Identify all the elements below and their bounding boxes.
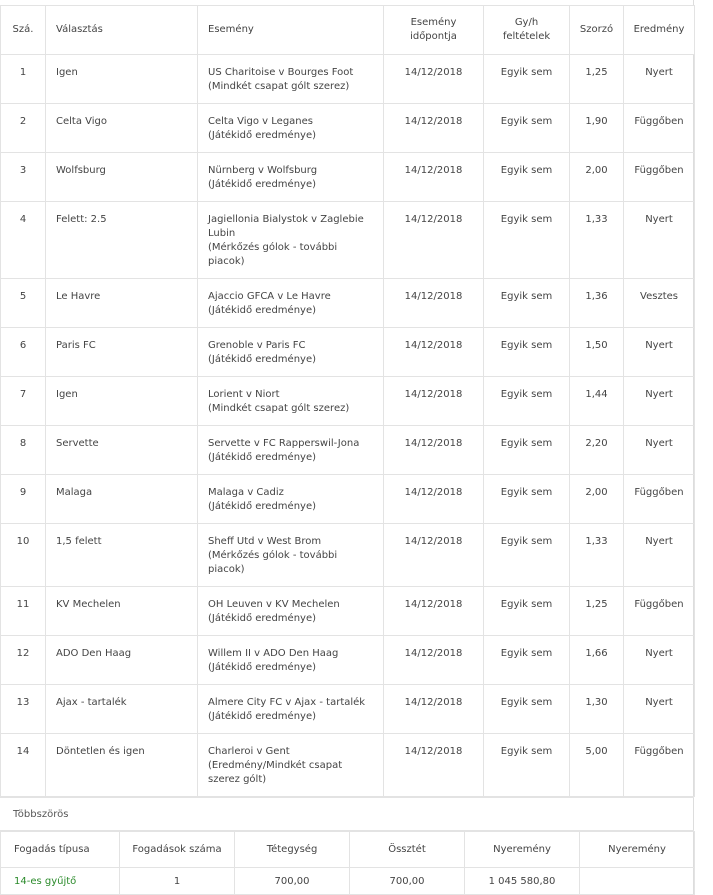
event-name: Charleroi v Gent bbox=[208, 746, 290, 757]
row-result: Nyert bbox=[624, 377, 695, 426]
multiples-header-row bbox=[1, 832, 695, 868]
event-market: (Játékidő eredménye) bbox=[208, 130, 317, 141]
row-result: Nyert bbox=[624, 426, 695, 475]
event-market: (Mindkét csapat gólt szerez) bbox=[208, 81, 350, 92]
returns-cell: 1 045 580,80 bbox=[465, 868, 580, 895]
row-event bbox=[198, 153, 384, 202]
table-header-row bbox=[1, 6, 695, 55]
header-handicap-line2: feltételek bbox=[502, 31, 551, 42]
row-selection: Celta Vigo bbox=[46, 104, 198, 153]
row-event bbox=[198, 475, 384, 524]
row-odds: 1,33 bbox=[570, 524, 624, 587]
row-selection: Ajax - tartalék bbox=[46, 685, 198, 734]
header-number: Szá. bbox=[1, 6, 46, 55]
row-handicap: Egyik sem bbox=[484, 55, 570, 104]
bet-type-cell bbox=[1, 868, 120, 895]
row-number: 12 bbox=[1, 636, 46, 685]
row-selection: KV Mechelen bbox=[46, 587, 198, 636]
table-row bbox=[1, 475, 695, 524]
event-name: Celta Vigo v Leganes bbox=[208, 116, 314, 127]
multiples-section-title: Többszörös bbox=[0, 797, 694, 831]
event-market: (Játékidő eredménye) bbox=[208, 501, 317, 512]
bet-rows bbox=[1, 55, 695, 797]
row-result: Vesztes bbox=[624, 279, 695, 328]
row-event-date: 14/12/2018 bbox=[384, 524, 484, 587]
header-bet-count: Fogadások száma bbox=[120, 832, 235, 868]
bet-selections-table bbox=[0, 5, 695, 797]
row-odds: 1,50 bbox=[570, 328, 624, 377]
row-event bbox=[198, 685, 384, 734]
header-returns-2: Nyeremény bbox=[580, 832, 695, 868]
total-stake-cell: 700,00 bbox=[350, 868, 465, 895]
row-event-date: 14/12/2018 bbox=[384, 734, 484, 797]
row-odds: 1,30 bbox=[570, 685, 624, 734]
row-result: Függőben bbox=[624, 734, 695, 797]
event-market: (Mérkőzés gólok - további piacok) bbox=[208, 550, 338, 575]
row-result: Függőben bbox=[624, 104, 695, 153]
event-name: Nürnberg v Wolfsburg bbox=[208, 165, 318, 176]
row-event-date: 14/12/2018 bbox=[384, 202, 484, 279]
table-row bbox=[1, 524, 695, 587]
event-market: (Mindkét csapat gólt szerez) bbox=[208, 403, 350, 414]
row-number: 7 bbox=[1, 377, 46, 426]
row-selection: Malaga bbox=[46, 475, 198, 524]
row-handicap: Egyik sem bbox=[484, 587, 570, 636]
table-row bbox=[1, 153, 695, 202]
row-odds: 1,66 bbox=[570, 636, 624, 685]
header-unit-stake: Tétegység bbox=[235, 832, 350, 868]
row-event bbox=[198, 55, 384, 104]
table-row bbox=[1, 377, 695, 426]
row-event-date: 14/12/2018 bbox=[384, 153, 484, 202]
row-result: Nyert bbox=[624, 328, 695, 377]
row-event bbox=[198, 328, 384, 377]
header-bet-type: Fogadás típusa bbox=[1, 832, 120, 868]
row-event bbox=[198, 524, 384, 587]
row-number: 14 bbox=[1, 734, 46, 797]
row-event-date: 14/12/2018 bbox=[384, 426, 484, 475]
row-result: Nyert bbox=[624, 55, 695, 104]
returns-cell-2 bbox=[580, 868, 695, 895]
event-name: US Charitoise v Bourges Foot bbox=[208, 67, 354, 78]
event-name: Almere City FC v Ajax - tartalék bbox=[208, 697, 366, 708]
event-market: (Játékidő eredménye) bbox=[208, 613, 317, 624]
row-selection: Döntetlen és igen bbox=[46, 734, 198, 797]
row-result: Nyert bbox=[624, 524, 695, 587]
row-number: 5 bbox=[1, 279, 46, 328]
row-event-date: 14/12/2018 bbox=[384, 328, 484, 377]
multiples-row bbox=[1, 868, 695, 895]
row-odds: 1,90 bbox=[570, 104, 624, 153]
event-name: Sheff Utd v West Brom bbox=[208, 536, 322, 547]
row-handicap: Egyik sem bbox=[484, 426, 570, 475]
header-handicap bbox=[484, 6, 570, 55]
header-selection: Választás bbox=[46, 6, 198, 55]
event-name: Willem II v ADO Den Haag bbox=[208, 648, 339, 659]
header-total-stake: Össztét bbox=[350, 832, 465, 868]
event-market: (Játékidő eredménye) bbox=[208, 179, 317, 190]
row-number: 3 bbox=[1, 153, 46, 202]
row-handicap: Egyik sem bbox=[484, 328, 570, 377]
row-handicap: Egyik sem bbox=[484, 202, 570, 279]
row-odds: 1,44 bbox=[570, 377, 624, 426]
row-event-date: 14/12/2018 bbox=[384, 55, 484, 104]
row-selection: Igen bbox=[46, 377, 198, 426]
row-event bbox=[198, 734, 384, 797]
row-event-date: 14/12/2018 bbox=[384, 685, 484, 734]
event-name: Servette v FC Rapperswil-Jona bbox=[208, 438, 360, 449]
table-row bbox=[1, 55, 695, 104]
row-event bbox=[198, 587, 384, 636]
row-handicap: Egyik sem bbox=[484, 377, 570, 426]
row-number: 11 bbox=[1, 587, 46, 636]
row-number: 8 bbox=[1, 426, 46, 475]
header-event-time-line1: Esemény bbox=[410, 17, 457, 28]
row-odds: 1,33 bbox=[570, 202, 624, 279]
row-handicap: Egyik sem bbox=[484, 636, 570, 685]
row-selection: 1,5 felett bbox=[46, 524, 198, 587]
row-number: 1 bbox=[1, 55, 46, 104]
row-event-date: 14/12/2018 bbox=[384, 104, 484, 153]
event-market: (Játékidő eredménye) bbox=[208, 305, 317, 316]
row-event bbox=[198, 202, 384, 279]
row-selection: Igen bbox=[46, 55, 198, 104]
event-name: Ajaccio GFCA v Le Havre bbox=[208, 291, 331, 302]
event-market: (Eredmény/Mindkét csapat szerez gólt) bbox=[208, 760, 343, 785]
table-row bbox=[1, 685, 695, 734]
row-event bbox=[198, 279, 384, 328]
row-selection: Servette bbox=[46, 426, 198, 475]
row-number: 4 bbox=[1, 202, 46, 279]
table-row bbox=[1, 104, 695, 153]
row-selection: Le Havre bbox=[46, 279, 198, 328]
event-market: (Játékidő eredménye) bbox=[208, 354, 317, 365]
event-name: Grenoble v Paris FC bbox=[208, 340, 306, 351]
table-row bbox=[1, 636, 695, 685]
row-handicap: Egyik sem bbox=[484, 524, 570, 587]
event-market: (Játékidő eredménye) bbox=[208, 711, 317, 722]
event-market: (Mérkőzés gólok - további piacok) bbox=[208, 242, 338, 267]
row-result: Függőben bbox=[624, 475, 695, 524]
header-event-time bbox=[384, 6, 484, 55]
row-selection: ADO Den Haag bbox=[46, 636, 198, 685]
row-event bbox=[198, 377, 384, 426]
table-row bbox=[1, 202, 695, 279]
event-name: Jagiellonia Bialystok v Zaglebie Lubin bbox=[208, 214, 364, 239]
header-handicap-line1: Gy/h bbox=[514, 17, 539, 28]
header-event-time-line2: időpontja bbox=[410, 31, 457, 42]
row-event bbox=[198, 426, 384, 475]
row-event bbox=[198, 636, 384, 685]
row-result: Nyert bbox=[624, 202, 695, 279]
bet-count-cell: 1 bbox=[120, 868, 235, 895]
row-handicap: Egyik sem bbox=[484, 475, 570, 524]
unit-stake-cell: 700,00 bbox=[235, 868, 350, 895]
row-selection: Paris FC bbox=[46, 328, 198, 377]
row-event-date: 14/12/2018 bbox=[384, 636, 484, 685]
header-odds: Szorzó bbox=[570, 6, 624, 55]
row-odds: 5,00 bbox=[570, 734, 624, 797]
header-returns: Nyeremény bbox=[465, 832, 580, 868]
row-event bbox=[198, 104, 384, 153]
event-name: OH Leuven v KV Mechelen bbox=[208, 599, 340, 610]
row-result: Függőben bbox=[624, 587, 695, 636]
multiples-table bbox=[0, 831, 695, 895]
table-row bbox=[1, 426, 695, 475]
header-event: Esemény bbox=[198, 6, 384, 55]
row-odds: 2,00 bbox=[570, 475, 624, 524]
row-number: 9 bbox=[1, 475, 46, 524]
row-result: Nyert bbox=[624, 636, 695, 685]
event-market: (Játékidő eredménye) bbox=[208, 452, 317, 463]
row-event-date: 14/12/2018 bbox=[384, 377, 484, 426]
row-number: 2 bbox=[1, 104, 46, 153]
row-odds: 2,00 bbox=[570, 153, 624, 202]
row-number: 6 bbox=[1, 328, 46, 377]
table-row bbox=[1, 328, 695, 377]
event-name: Lorient v Niort bbox=[208, 389, 280, 400]
row-result: Nyert bbox=[624, 685, 695, 734]
header-result: Eredmény bbox=[624, 6, 695, 55]
table-row bbox=[1, 734, 695, 797]
row-event-date: 14/12/2018 bbox=[384, 279, 484, 328]
row-odds: 1,25 bbox=[570, 587, 624, 636]
row-selection: Felett: 2.5 bbox=[46, 202, 198, 279]
row-handicap: Egyik sem bbox=[484, 104, 570, 153]
row-event-date: 14/12/2018 bbox=[384, 475, 484, 524]
row-handicap: Egyik sem bbox=[484, 279, 570, 328]
row-odds: 1,36 bbox=[570, 279, 624, 328]
row-number: 10 bbox=[1, 524, 46, 587]
row-selection: Wolfsburg bbox=[46, 153, 198, 202]
row-event-date: 14/12/2018 bbox=[384, 587, 484, 636]
row-number: 13 bbox=[1, 685, 46, 734]
row-odds: 1,25 bbox=[570, 55, 624, 104]
row-handicap: Egyik sem bbox=[484, 153, 570, 202]
row-handicap: Egyik sem bbox=[484, 685, 570, 734]
row-result: Függőben bbox=[624, 153, 695, 202]
event-name: Malaga v Cadiz bbox=[208, 487, 284, 498]
bet-type-link[interactable]: 14-es gyűjtő bbox=[14, 875, 77, 887]
table-row bbox=[1, 279, 695, 328]
table-row bbox=[1, 587, 695, 636]
event-market: (Játékidő eredménye) bbox=[208, 662, 317, 673]
row-odds: 2,20 bbox=[570, 426, 624, 475]
row-handicap: Egyik sem bbox=[484, 734, 570, 797]
